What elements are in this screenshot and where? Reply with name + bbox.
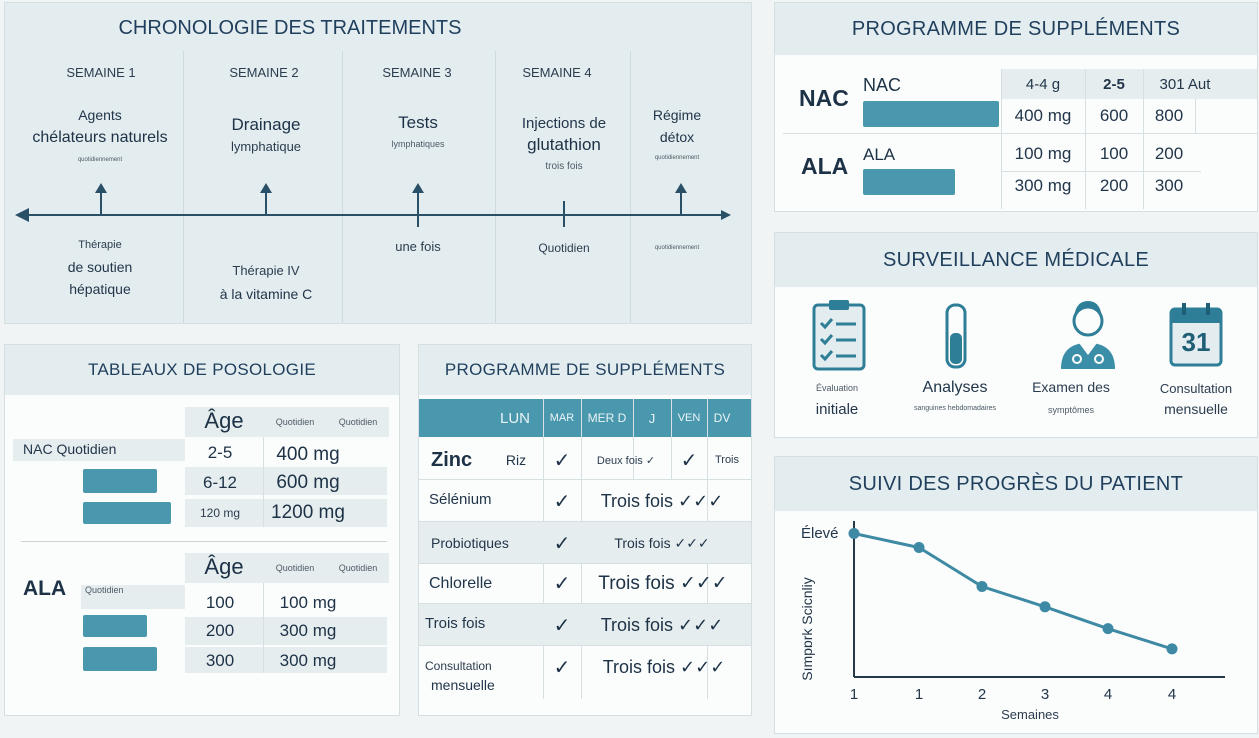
ala-age-1: 100	[205, 593, 235, 612]
nac-age-3: 120 mg	[199, 506, 241, 520]
row-chlorella-check: ✓	[553, 572, 571, 595]
monitoring-item-2-top: Analyses	[922, 379, 988, 396]
day-mar: MAR	[549, 412, 575, 424]
row-chlorella-freq: Trois fois ✓✓✓	[598, 572, 728, 594]
row-zinc-name: Zinc	[431, 449, 473, 471]
event-detox: Régime détox quotidiennement	[652, 107, 702, 161]
ala-value-5: 200	[1099, 176, 1129, 195]
x-tick-label-1: 1	[849, 686, 859, 703]
ala-value-1: 100 mg	[1014, 144, 1072, 163]
event-chelators: Agents chélateurs naturels quotidiennement	[32, 107, 168, 163]
monitoring-item-4-bottom: mensuelle	[1164, 401, 1228, 417]
row-consult-name: Consultation	[425, 659, 492, 673]
week-4-label: SEMAINE 4	[522, 65, 592, 80]
nac-dose-1: 400 mg	[276, 444, 340, 465]
nac-age-header: Âge	[204, 408, 244, 433]
row-thrice-name: Trois fois	[425, 615, 486, 632]
monitoring-item-3-bottom: symptômes	[1047, 405, 1094, 415]
day-jeu: J	[648, 410, 656, 426]
col-header-3: 301 Aut	[1159, 75, 1211, 93]
x-tick-label-2: 1	[914, 686, 924, 703]
x-tick-label-4: 3	[1040, 686, 1050, 703]
chart-x-label: Semaines	[1001, 707, 1059, 722]
nac-bar	[863, 101, 999, 127]
monitoring-item-1-top: Évaluation	[815, 383, 859, 393]
row-probiotics-freq: Trois fois ✓✓✓	[614, 534, 710, 551]
event-liver-therapy: Thérapie de soutien hépatique	[67, 239, 133, 297]
row-chlorella-name: Chlorelle	[429, 575, 493, 592]
progress-line-chart	[775, 511, 1258, 707]
medical-monitoring-title: SURVEILLANCE MÉDICALE	[775, 233, 1257, 287]
event-daily: Quotidien	[538, 241, 590, 255]
chart-y-label: Sımpɒrk Scicnliy	[799, 577, 815, 681]
row-selenium-check: ✓	[553, 490, 571, 513]
day-dv: DV	[713, 411, 731, 425]
nac-age-1: 2-5	[207, 443, 233, 462]
ala-bar-2	[83, 647, 157, 671]
clipboard-icon	[811, 299, 867, 371]
nac-value-1: 400 mg	[1014, 106, 1072, 125]
nac-dose-3: 1200 mg	[271, 502, 345, 523]
col-header-1: 4-4 g	[1025, 75, 1061, 93]
dosage-title: TABLEAUX DE POSOLOGIE	[5, 345, 399, 395]
ala-value-4: 300 mg	[1014, 176, 1072, 195]
supplement-program-title: PROGRAMME DE SUPPLÉMENTS	[775, 3, 1257, 55]
event-tests: Tests lymphatiques	[391, 113, 445, 149]
ala-dosage-label: ALA	[23, 577, 67, 600]
dosage-panel	[4, 344, 400, 716]
row-consult-freq: Trois fois ✓✓✓	[602, 656, 726, 677]
supplement-schedule-panel	[418, 344, 752, 716]
ala-value-2: 100	[1099, 144, 1129, 163]
event-glutathion: Injections de glutathion trois fois	[521, 115, 607, 172]
chart-top-label: Élevé	[801, 525, 839, 542]
calendar-icon	[1169, 303, 1223, 367]
nac-big-label: NAC	[799, 85, 849, 111]
row-selenium-name: Sélénium	[429, 491, 492, 508]
data-point-1	[849, 528, 860, 539]
col-header-2: 2-5	[1103, 75, 1125, 93]
ala-header-1: Quotidien	[275, 563, 315, 573]
day-lun: LUN	[499, 409, 530, 427]
timeline-panel	[4, 2, 752, 324]
timeline-axis	[5, 183, 752, 243]
monitoring-item-1-bottom: initiale	[815, 401, 859, 418]
ala-big-label: ALA	[801, 153, 849, 179]
ala-age-header: Âge	[204, 554, 244, 579]
nac-dose-2: 600 mg	[276, 472, 340, 493]
monitoring-item-3-top: Examen des	[1032, 379, 1110, 395]
x-tick-label-5: 4	[1103, 686, 1113, 703]
event-daily-detox: quotidiennement	[654, 245, 700, 251]
row-consult-name-2: mensuelle	[431, 677, 495, 693]
row-probiotics-check: ✓	[553, 532, 571, 555]
series-line	[854, 533, 1172, 648]
doctor-icon	[1057, 297, 1119, 371]
row-thrice-check: ✓	[553, 614, 571, 637]
ala-dose-2: 300 mg	[279, 621, 337, 640]
week-3-label: SEMAINE 3	[382, 65, 452, 80]
ala-age-2: 200	[205, 621, 235, 640]
row-zinc-mid: Deux fois ✓	[596, 454, 656, 467]
nac-bar-2	[83, 502, 171, 524]
ala-bar	[863, 169, 955, 195]
ala-daily-label: Quotidien	[85, 585, 124, 595]
event-vitamin-c: Thérapie IV à la vitamine C	[219, 263, 313, 302]
nac-label: NAC	[863, 75, 902, 95]
row-zinc-check-2: ✓	[680, 449, 698, 472]
ala-label: ALA	[863, 145, 896, 164]
nac-bar-1	[83, 469, 157, 493]
nac-age-2: 6-12	[202, 473, 238, 492]
ala-header-2: Quotidien	[338, 563, 378, 573]
row-zinc-c1: Riz	[505, 452, 527, 468]
nac-value-2: 600	[1099, 106, 1129, 125]
supplement-schedule-title: PROGRAMME DE SUPPLÉMENTS	[419, 345, 751, 395]
row-consult-check: ✓	[553, 656, 571, 679]
row-thrice-freq: Trois fois ✓✓✓	[600, 614, 724, 635]
supplement-program-panel	[774, 2, 1258, 212]
progress-title: SUIVI DES PROGRÈS DU PATIENT	[775, 457, 1257, 511]
timeline-title: CHRONOLOGIE DES TRAITEMENTS	[118, 17, 462, 39]
ala-value-6: 300	[1154, 176, 1184, 195]
data-point-2	[914, 542, 925, 553]
day-ven: VEN	[677, 412, 701, 424]
ala-age-3: 300	[205, 651, 235, 670]
monitoring-item-2-bottom: sanguines hebdomadaires	[913, 405, 997, 412]
row-selenium-freq: Trois fois ✓✓✓	[600, 490, 724, 511]
week-2-label: SEMAINE 2	[229, 65, 299, 80]
nac-header-2: Quotidien	[338, 417, 378, 427]
event-drainage: Drainage lymphatique	[230, 115, 302, 154]
data-point-3	[977, 581, 988, 592]
monitoring-item-4-top: Consultation	[1159, 381, 1233, 396]
row-zinc-c2: Trois	[714, 454, 740, 466]
data-point-6	[1167, 643, 1178, 654]
x-tick-label-3: 2	[977, 686, 987, 703]
calendar-day: 31	[1181, 327, 1211, 357]
event-once: une fois	[395, 239, 441, 254]
medical-monitoring-panel	[774, 232, 1258, 438]
ala-bar-1	[83, 615, 147, 637]
ala-dose-1: 100 mg	[279, 593, 337, 612]
nac-header-1: Quotidien	[275, 417, 315, 427]
data-point-4	[1040, 601, 1051, 612]
x-tick-label-6: 4	[1167, 686, 1177, 703]
progress-panel	[774, 456, 1258, 734]
row-probiotics-name: Probiotiques	[431, 535, 509, 551]
nac-daily-label: NAC Quotidien	[23, 441, 117, 457]
row-zinc-check-1: ✓	[553, 449, 571, 472]
test-tube-icon	[941, 303, 971, 369]
day-mer: MER D	[587, 411, 627, 425]
ala-value-3: 200	[1154, 144, 1184, 163]
nac-value-3: 800	[1154, 106, 1184, 125]
week-1-label: SEMAINE 1	[66, 65, 136, 80]
data-point-5	[1103, 623, 1114, 634]
ala-dose-3: 300 mg	[279, 651, 337, 670]
